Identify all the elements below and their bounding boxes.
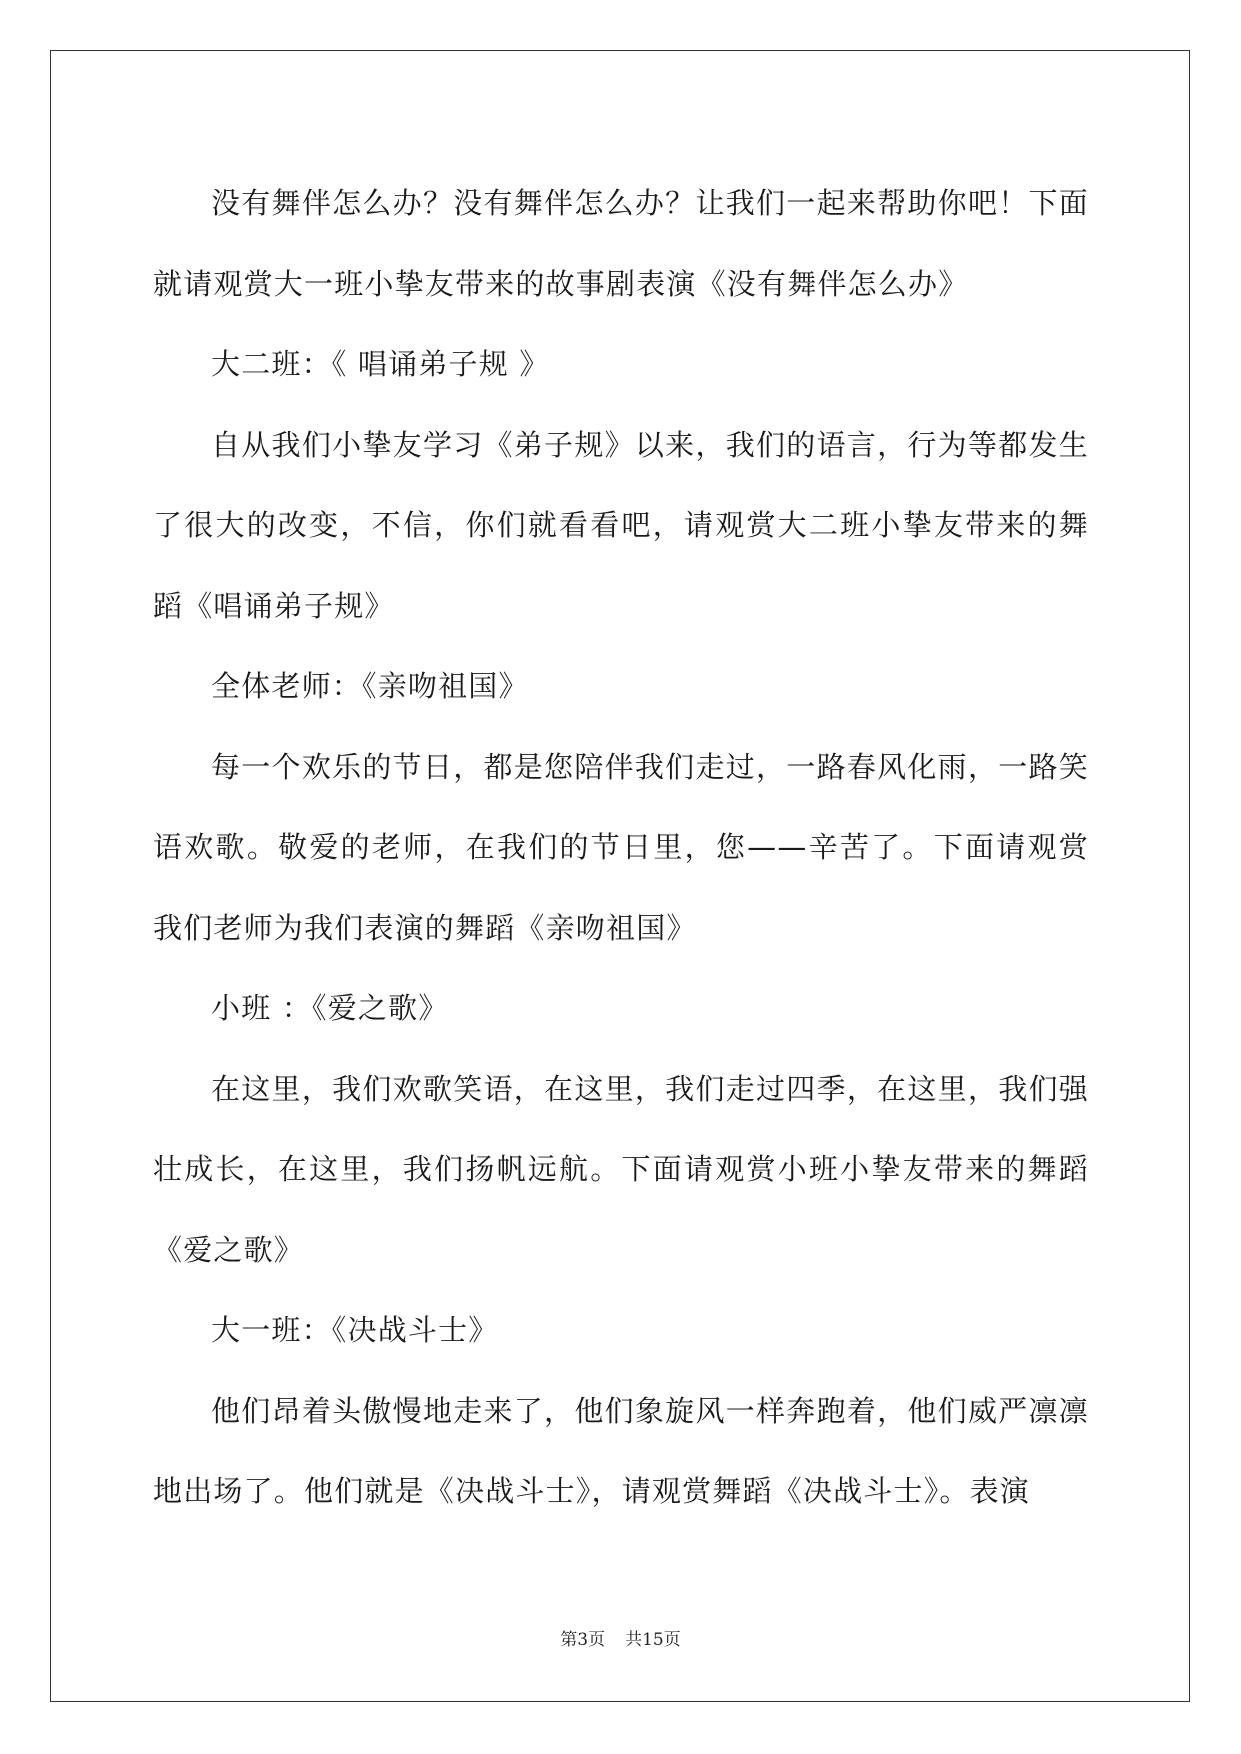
- paragraph: 他们昂着头傲慢地走来了，他们象旋风一样奔跑着，他们威严凛凛地出场了。他们就是《决战斗士》，请观赏舞蹈《决战斗士》。表演: [153, 1393, 1089, 1508]
- paragraph: 自从我们小挚友学习《弟子规》以来，我们的语言，行为等都发生了很大的改变，不信，你们就看看吧，请观赏大二班小挚友带来的舞蹈《唱诵弟子规》: [153, 427, 1089, 623]
- paragraph: 在这里，我们欢歌笑语，在这里，我们走过四季，在这里，我们强壮成长，在这里，我们扬帆远航。下面请观赏小班小挚友带来的舞蹈《爱之歌》: [153, 1071, 1089, 1267]
- paragraph: 每一个欢乐的节日，都是您陪伴我们走过，一路春风化雨，一路笑语欢歌。敬爱的老师，在我们的节日里，您——辛苦了。下面请观赏我们老师为我们表演的舞蹈《亲吻祖国》: [153, 749, 1089, 945]
- section-heading: 大一班：《决战斗士》: [211, 1313, 499, 1347]
- section-heading: 大二班：《 唱诵弟子规 》: [211, 347, 550, 381]
- page-total: 共15页: [625, 1630, 681, 1650]
- page-footer: [0, 1629, 1241, 1651]
- paragraph: 没有舞伴怎么办？没有舞伴怎么办？让我们一起来帮助你吧！下面就请观赏大一班小挚友带来的故事剧表演《没有舞伴怎么办》: [153, 186, 1089, 301]
- section-heading: 小班 ：《爱之歌》: [211, 991, 449, 1025]
- page-number: 第3页: [560, 1630, 606, 1650]
- section-heading: 全体老师：《亲吻祖国》: [211, 669, 529, 703]
- document-body: [153, 163, 1089, 1532]
